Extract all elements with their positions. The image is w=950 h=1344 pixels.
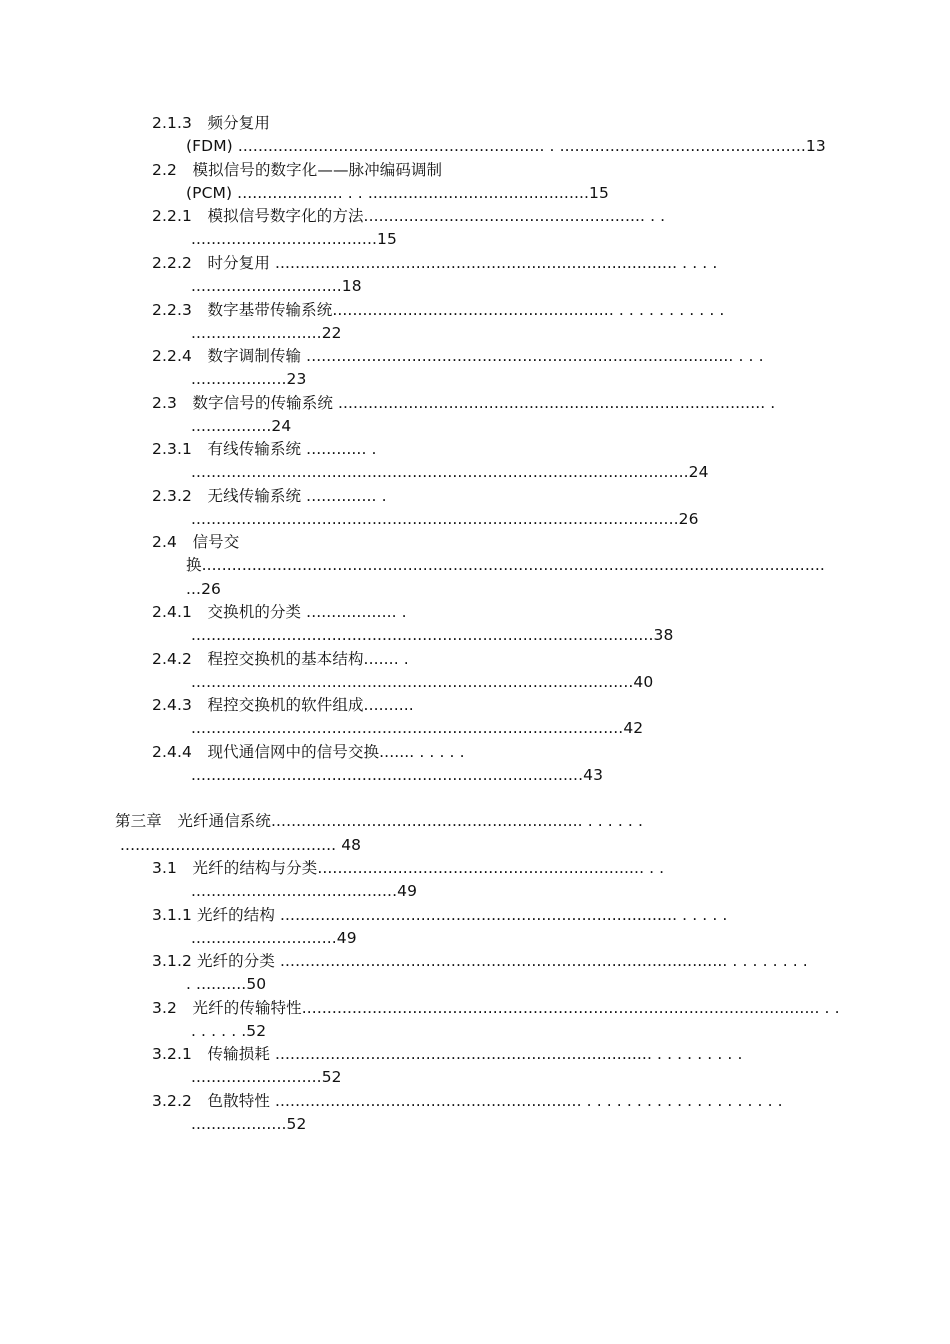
toc-line: 3.2.2 色散特性 ............................................................. . . . . . . . . . . . . . . . . . . . .	[152, 1092, 783, 1110]
toc-line: . . . . . .52	[191, 1022, 267, 1040]
toc-line: 2.1.3 频分复用	[152, 114, 270, 132]
toc-line: . ..........50	[186, 975, 267, 993]
toc-line: ..........................22	[191, 324, 342, 342]
toc-line: 2.4.3 程控交换机的软件组成..........	[152, 696, 414, 714]
toc-line: (FDM) ............................................................. . .................................................13	[186, 137, 826, 155]
toc-line: ...................................................................................................24	[191, 463, 709, 481]
toc-line: 2.4 信号交	[152, 533, 240, 551]
toc-line: 2.4.1 交换机的分类 .................. .	[152, 603, 407, 621]
toc-line: 2.2.4 数字调制传输 ..................................................................................... . . .	[152, 347, 764, 365]
toc-line: 2.4.4 现代通信网中的信号交换....... . . . . .	[152, 743, 465, 761]
toc-line: ......................................................................................42	[191, 719, 644, 737]
toc-line: .................................................................................................26	[191, 510, 699, 528]
toc-line: 2.3.1 有线传输系统 ............ .	[152, 440, 377, 458]
toc-line: ............................................................................................38	[191, 626, 674, 644]
toc-line: ..........................52	[191, 1068, 342, 1086]
toc-line: 3.2.1 传输损耗 ........................................................................... . . . . . . . . .	[152, 1045, 743, 1063]
toc-line: (PCM) ..................... . . ............................................15	[186, 184, 609, 202]
toc-line: .........................................49	[191, 882, 418, 900]
toc-line: .............................49	[191, 929, 357, 947]
toc-line: 2.2.3 数字基带传输系统........................................................ . . . . . . . . . . .	[152, 301, 725, 319]
toc-line: 2.3 数字信号的传输系统 ..................................................................................... .	[152, 394, 776, 412]
toc-line: 换............................................................................................................................	[186, 556, 825, 574]
toc-line: 3.1.1 光纤的结构 ............................................................................... . . . . .	[152, 906, 728, 924]
toc-line: ........................................... 48	[115, 836, 362, 854]
toc-line: 2.2.1 模拟信号数字化的方法........................................................ . .	[152, 207, 666, 225]
toc-line: 3.1.2 光纤的分类 ......................................................................................... . . . . . . . .	[152, 952, 808, 970]
toc-line: 2.4.2 程控交换机的基本结构....... .	[152, 650, 409, 668]
toc-line: ...................23	[191, 370, 307, 388]
toc-line: ........................................................................................40	[191, 673, 654, 691]
toc-line: 2.2.2 时分复用 ................................................................................ . . . .	[152, 254, 718, 272]
toc-line: ...................52	[191, 1115, 307, 1133]
toc-line: ..............................................................................43	[191, 766, 604, 784]
toc-line: ................24	[191, 417, 292, 435]
toc-line: 3.2 光纤的传输特性....................................................................................................... . .	[152, 999, 840, 1017]
toc-line: ..............................18	[191, 277, 362, 295]
toc-line: 第三章 光纤通信系统.............................................................. . . . . . .	[115, 812, 643, 830]
toc-line: .....................................15	[191, 230, 397, 248]
toc-line: 3.1 光纤的结构与分类................................................................. . .	[152, 859, 665, 877]
toc-line: 2.2 模拟信号的数字化——脉冲编码调制	[152, 161, 443, 179]
toc-line: 2.3.2 无线传输系统 .............. .	[152, 487, 387, 505]
toc-line: ...26	[186, 580, 222, 598]
